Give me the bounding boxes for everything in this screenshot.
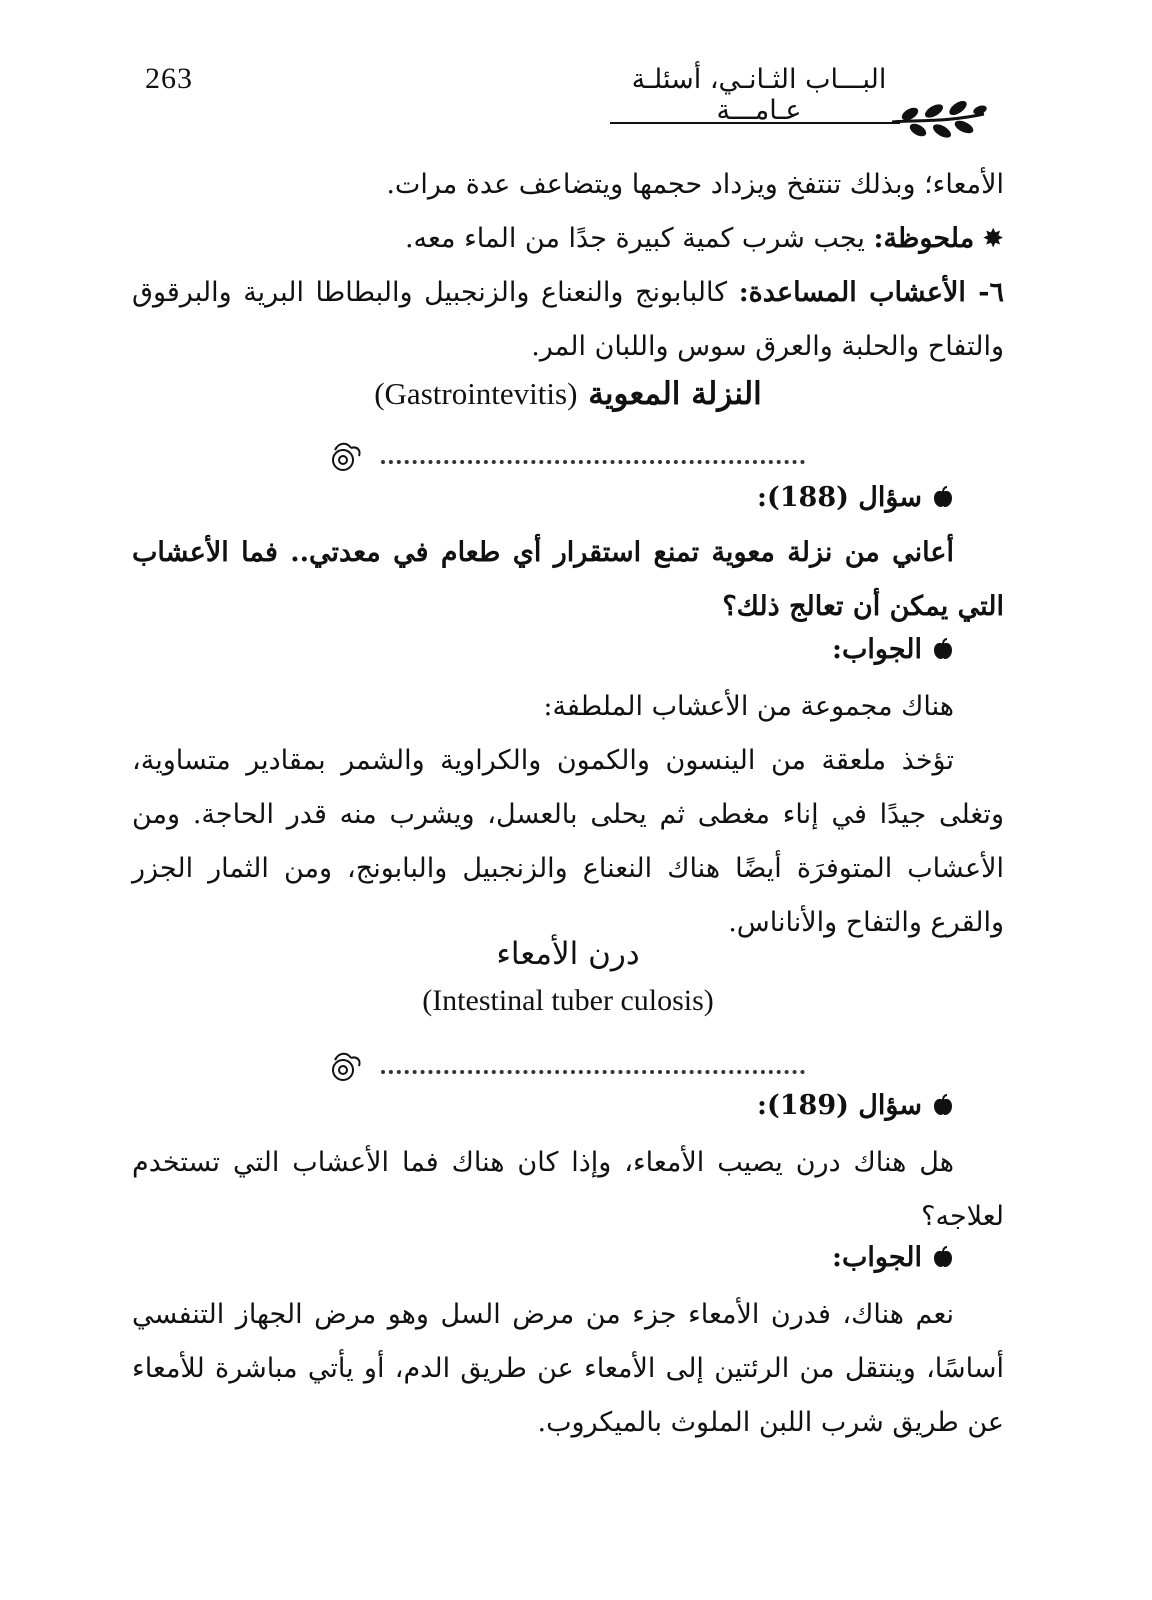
apple-icon	[932, 638, 954, 660]
section-title-ar: النزلة المعوية	[588, 376, 762, 412]
apple-icon	[932, 1094, 954, 1116]
section-heading-gastro	[132, 376, 1004, 412]
flower-ornament-icon	[325, 440, 365, 474]
page-number: 263	[145, 62, 193, 95]
note-text: يجب شرب كمية كبيرة جدًا من الماء معه.	[404, 223, 865, 254]
divider	[325, 440, 805, 474]
section-title-ar: درن الأمعاء	[496, 936, 640, 972]
section-title-en: (Gastrointevitis)	[374, 376, 578, 411]
item-6-text: كالبابونج والنعناع والزنجبيل والبطاطا البرية والبرقوق والتفاح والحلبة والعرق سوس واللبان المر.	[132, 277, 1004, 362]
section-title-en: (Intestinal tuber culosis)	[422, 984, 714, 1017]
item-6-label: ٦- الأعشاب المساعدة:	[738, 277, 1004, 308]
answer-paragraph: تؤخذ ملعقة من الينسون والكمون والكراوية والشمر بمقادير متساوية، وتغلى جيدًا في إناء مغطى ثم يحلى بالعسل، ويشرب منه قدر الحاجة. ومن الأعشاب المتوفرَة أيضًا هناك النعناع والزنجبيل والبابونج، ومن الثمار الجزر والقرع والتفاح والأناناس.	[132, 745, 1004, 938]
question-label: سؤال (189):	[600, 1086, 954, 1126]
question-label: سؤال (188):	[600, 478, 954, 518]
answer-label: الجواب:	[600, 1238, 954, 1278]
flower-ornament-icon	[325, 1050, 365, 1084]
star-icon: ✸	[982, 224, 1004, 254]
divider	[325, 1050, 805, 1084]
note	[132, 212, 1004, 266]
answer-label: الجواب:	[600, 630, 954, 670]
intro-line: الأمعاء؛ وبذلك تنتفخ ويزداد حجمها ويتضاعف عدة مرات.	[386, 169, 1004, 200]
note-label: ملحوظة:	[873, 223, 975, 254]
apple-icon	[932, 486, 954, 508]
question-text: أعاني من نزلة معوية تمنع استقرار أي طعام في معدتي.. فما الأعشاب التي يمكن أن تعالج ذلك؟	[132, 537, 1004, 622]
running-head: البـــاب الثـانـي، أسئلـة عـامـــة	[631, 64, 887, 126]
header-rule	[610, 122, 900, 124]
question-text: هل هناك درن يصيب الأمعاء، وإذا كان هناك فما الأعشاب التي تستخدم لعلاجه؟	[132, 1147, 1004, 1232]
answer-paragraph: هناك مجموعة من الأعشاب الملطفة:	[543, 691, 954, 722]
item-6	[132, 266, 1004, 374]
answer-paragraph: نعم هناك، فدرن الأمعاء جزء من مرض السل وهو مرض الجهاز التنفسي أساسًا، وينتقل من الرئتين إلى الأمعاء عن طريق الدم، أو يأتي مباشرة للأمعاء عن طريق شرب اللبن الملوث بالميكروب.	[132, 1299, 1004, 1438]
apple-icon	[932, 1246, 954, 1268]
leaf-branch-icon	[888, 100, 988, 142]
